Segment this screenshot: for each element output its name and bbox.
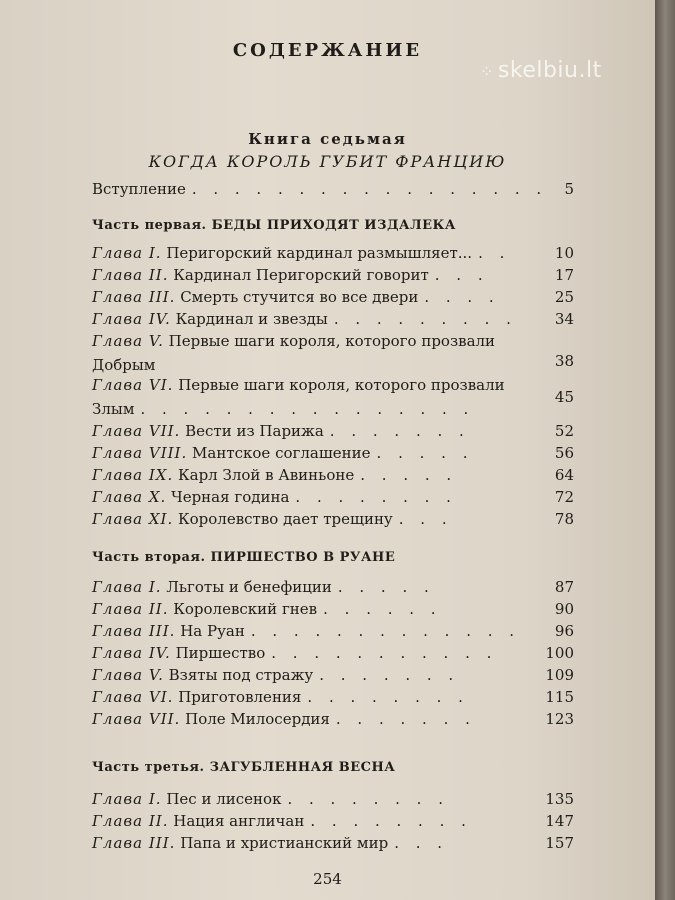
toc-row: Глава II. Королевский гнев . . . . . . 90 bbox=[92, 600, 574, 618]
part3-title: Часть третья. ЗАГУБЛЕННАЯ ВЕСНА bbox=[92, 760, 396, 775]
intro-title: Вступление bbox=[92, 180, 186, 198]
toc-row: Глава III. Смерть стучится во все двери . . . . 25 bbox=[92, 288, 574, 306]
book-label: Книга седьмая bbox=[248, 130, 407, 148]
toc-row-intro: Вступление . . . . . . . . . . . . . . . . . 5 bbox=[92, 180, 574, 198]
book-title: КОГДА КОРОЛЬ ГУБИТ ФРАНЦИЮ bbox=[148, 152, 507, 171]
toc-row: Глава IV. Пиршество . . . . . . . . . . . 100 bbox=[92, 644, 574, 662]
toc-row: Глава IV. Кардинал и звезды . . . . . . . . . 34 bbox=[92, 310, 574, 328]
toc-row: Глава VI. Первые шаги короля, которого прозвали Злым . . . . . . . . . . . . . . . . 45 bbox=[92, 376, 574, 418]
toc-row: Глава II. Кардинал Перигорский говорит . . . 17 bbox=[92, 266, 574, 284]
toc-row: Глава II. Нация англичан . . . . . . . . 147 bbox=[92, 812, 574, 830]
part2-title: Часть вторая. ПИРШЕСТВО В РУАНЕ bbox=[92, 550, 396, 565]
toc-row: Глава VII. Поле Милосердия . . . . . . . 123 bbox=[92, 710, 574, 728]
toc-row: Глава X. Черная година . . . . . . . . 72 bbox=[92, 488, 574, 506]
toc-row: Глава I. Льготы и бенефиции . . . . . 87 bbox=[92, 578, 574, 596]
contents-heading: СОДЕРЖАНИЕ bbox=[232, 40, 423, 61]
watermark-text: skelbiu.lt bbox=[497, 58, 602, 83]
toc-row: Глава V. Взяты под стражу . . . . . . . 109 bbox=[92, 666, 574, 684]
book-edge bbox=[655, 0, 675, 900]
page-number: 254 bbox=[313, 870, 342, 888]
intro-page: 5 bbox=[564, 180, 574, 198]
toc-row: Глава III. На Руан . . . . . . . . . . . . . 96 bbox=[92, 622, 574, 640]
toc-row: Глава III. Папа и христианский мир . . . 157 bbox=[92, 834, 574, 852]
toc-row: Глава I. Пес и лисенок . . . . . . . . 135 bbox=[92, 790, 574, 808]
watermark bbox=[480, 58, 602, 83]
toc-row: Глава VIII. Мантское соглашение . . . . . 56 bbox=[92, 444, 574, 462]
watermark-icon: ⁘ bbox=[480, 62, 494, 81]
toc-row: Глава XI. Королевство дает трещину . . . 78 bbox=[92, 510, 574, 528]
toc-row: Глава VI. Приготовления . . . . . . . . 115 bbox=[92, 688, 574, 706]
part1-title: Часть первая. БЕДЫ ПРИХОДЯТ ИЗДАЛЕКА bbox=[92, 218, 456, 233]
toc-row: Глава I. Перигорский кардинал размышляет... . . 10 bbox=[92, 244, 574, 262]
toc-row: Глава VII. Вести из Парижа . . . . . . . 52 bbox=[92, 422, 574, 440]
toc-row: Глава V. Первые шаги короля, которого прозвали Добрым 38 bbox=[92, 332, 574, 374]
toc-row: Глава IX. Карл Злой в Авиньоне . . . . . 64 bbox=[92, 466, 574, 484]
